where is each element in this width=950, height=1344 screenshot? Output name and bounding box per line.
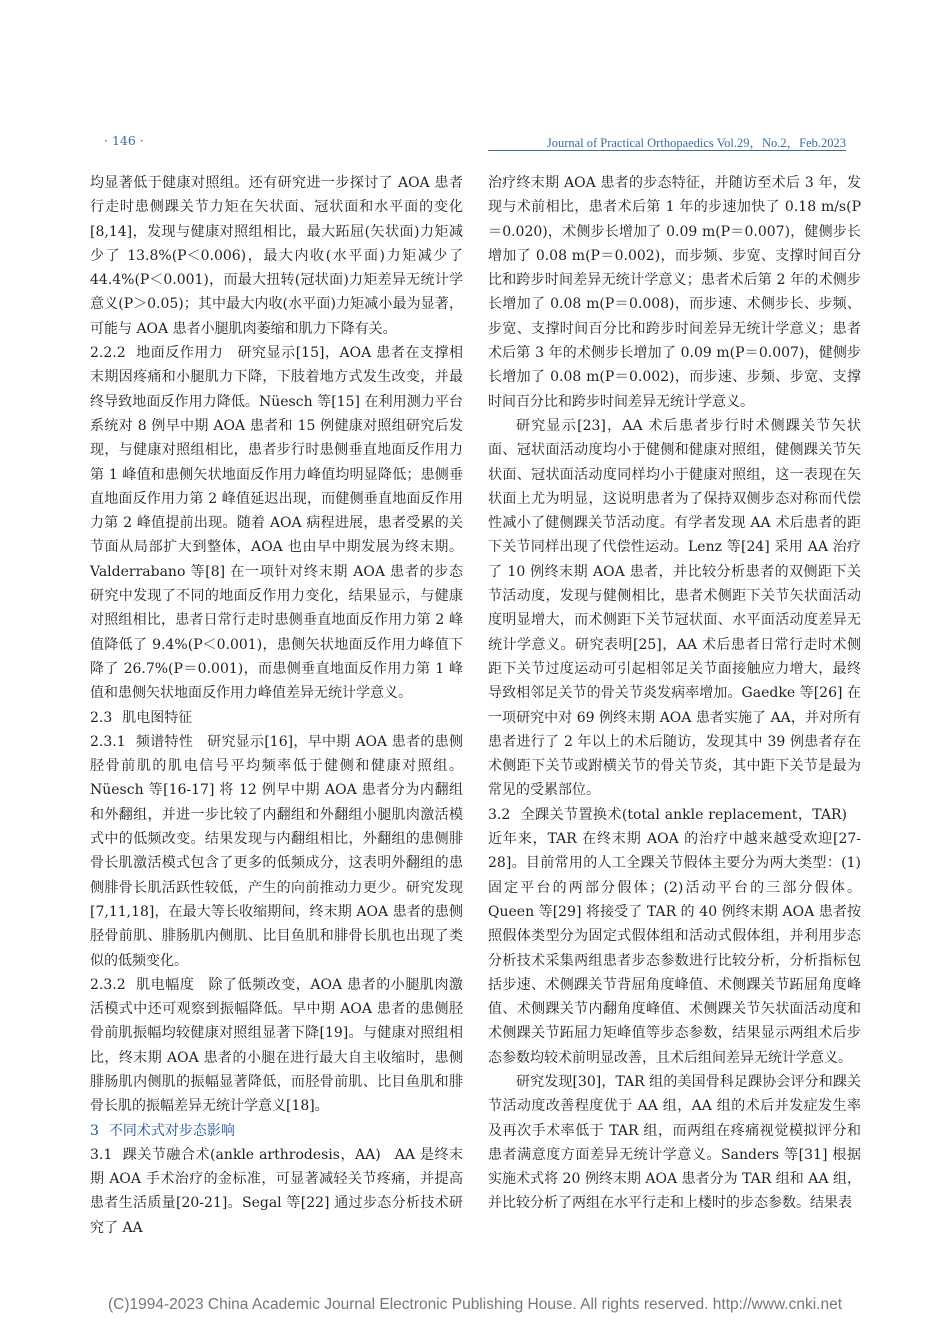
journal-citation: Journal of Practical Orthopaedics Vol.29，No.2，Feb.2023 — [546, 136, 846, 150]
section-title: 踝关节融合术(ankle arthrodesis，AA) — [122, 1146, 381, 1163]
section-number: 3.1 — [90, 1146, 113, 1163]
section-number: 2.3.2 — [90, 976, 126, 993]
subsection-3-2 — [488, 803, 861, 1070]
left-column — [90, 171, 463, 1240]
section-title: 全踝关节置换术(total ankle replacement，TAR) — [520, 806, 847, 823]
paragraph: 均显著低于健康对照组。还有研究进一步探讨了 AOA 患者行走时患侧踝关节力矩在矢状面、冠状面和水平面的变化[8,14]，发现与健康对照组相比，最大跖屈(矢状面)力矩减少了 13.8%(P＜0.006)，最大内收(水平面)力矩减少了 44.4%(P＜0.001)，而最大扭转(冠状面)力矩差异无统计学意义(P＞0.05)；其中最大内收(水平面)力矩减小最为显著，可能与 AOA 患者小腿肌肉萎缩和肌力下降有关。 — [90, 175, 463, 337]
subsection-2-3-2 — [90, 973, 463, 1119]
paragraph: 研究显示[16]，早中期 AOA 患者的患侧胫骨前肌的肌电信号平均频率低于健侧和健康对照组。Nüesch 等[16-17] 将 12 例早中期 AOA 患者分为内翻组和外翻组，并进一步比较了内翻组和外翻组小腿肌肉激活模式中的低频改变。结果发现与内翻组相比，外翻组的患侧腓骨长肌激活模式包含了更多的低频成分，这表明外翻组的患侧腓骨长肌活跃性较低，产生的向前推动力更少。研究发现[7,11,18]，在最大等长收缩期间，终末期 AOA 患者的患侧胫骨前肌、腓肠肌内侧肌、比目鱼肌和腓骨长肌也出现了类似的低频变化。 — [90, 733, 464, 969]
page-number: · 146 · — [104, 133, 144, 148]
section-number: 2.3 — [90, 709, 113, 726]
section-number: 2.3.1 — [90, 733, 126, 750]
paragraph: 治疗终末期 AOA 患者的步态特征，并随访至术后 3 年，发现与术前相比，患者术后第 1 年的步速加快了 0.18 m/s(P＝0.020)，术侧步长增加了 0.09 m(P＝0.007)，健侧步长增加了 0.08 m(P＝0.002)，而步频、步宽、支撑时间百分比和跨步时间差异无统计学意义；患者术后第 2 年的术侧步长增加了 0.08 m(P＝0.008)，而步速、术侧步长、步频、步宽、支撑时间百分比和跨步时间差异无统计学意义；患者术后第 3 年的术侧步长增加了 0.09 m(P＝0.007)，健侧步长增加了 0.08 m(P＝0.002)，而步速、步频、步宽、支撑时间百分比和跨步时间差异无统计学意义。 — [488, 175, 861, 410]
header-rule — [488, 150, 846, 151]
section-heading-3 — [90, 1119, 463, 1143]
section-title: 地面反作用力 — [135, 345, 224, 362]
paragraph: 除了低频改变，AOA 患者的小腿肌肉激活模式中还可观察到振幅降低。早中期 AOA 患者的患侧胫骨前肌振幅均较健康对照组显著下降[19]。与健康对照组相比，终末期 AOA 患者的小腿在进行最大自主收缩时，患侧腓肠肌内侧肌的振幅显著降低，而胫骨前肌、比目鱼肌和腓骨长肌的振幅差异无统计学意义[18]。 — [90, 976, 463, 1115]
copyright-footer: (C)1994-2023 China Academic Journal Electronic Publishing House. All rights reserved. http://www.cnki.net — [107, 1296, 843, 1313]
right-column — [488, 171, 861, 1216]
section-number: 2.2.2 — [90, 345, 126, 362]
section-title: 肌电图特征 — [122, 709, 193, 726]
section-number: 3.2 — [488, 806, 511, 823]
running-header — [0, 128, 950, 152]
section-heading-2-3 — [90, 706, 463, 730]
section-title: 不同术式对步态影响 — [108, 1122, 235, 1139]
subsection-3-1 — [90, 1143, 463, 1240]
paragraph: 研究显示[23]，AA 术后患者步行时术侧踝关节矢状面、冠状面活动度均小于健侧和健康对照组，健侧踝关节矢状面、冠状面活动度同样均小于健康对照组，这一表现在矢状面上尤为明显，这说明患者为了保持双侧步态对称而代偿性减小了健侧踝关节活动度。有学者发现 AA 术后患者的距下关节同样出现了代偿性运动。Lenz 等[24] 采用 AA 治疗了 10 例终末期 AOA 患者，并比较分析患者的双侧距下关节活动度，发现与健侧相比，患者术侧距下关节矢状面活动度明显增大，而术侧距下关节冠状面、水平面活动度差异无统计学意义。研究表明[25]，AA 术后患者日常行走时术侧距下关节过度运动可引起相邻足关节面接触应力增大，最终导致相邻足关节的骨关节炎发病率增加。Gaedke 等[26] 在一项研究中对 69 例终末期 AOA 患者实施了 AA，并对所有患者进行了 2 年以上的术后随访，发现其中 39 例患者存在术侧距下关节或跗横关节的骨关节炎，其中距下关节是最为常见的受累部位。 — [488, 417, 861, 799]
paragraph: 研究发现[30]，TAR 组的美国骨科足踝协会评分和踝关节活动度改善程度优于 AA 组，AA 组的术后并发症发生率及再次手术率低于 TAR 组，而两组在疼痛视觉模拟评分和患者满意度方面差异无统计学意义。Sanders 等[31] 根据实施术式将 20 例终末期 AOA 患者分为 TAR 组和 AA 组，并比较分析了两组在水平行走和上楼时的步态参数。结果表 — [488, 1073, 861, 1212]
paragraph: AA 是终末期 AOA 手术治疗的金标准，可显著减轻关节疼痛，并提高患者生活质量[20-21]。Segal 等[22] 通过步态分析技术研究了 AA — [90, 1146, 463, 1236]
paragraph: 研究显示[15]，AOA 患者在支撑相末期因疼痛和小腿肌力下降，下肢着地方式发生改变，并最终导致地面反作用力降低。Nüesch 等[15] 在利用测力平台系统对 8 例早中期 AOA 患者和 15 例健康对照组研究后发现，与健康对照组相比，患者步行时患侧垂直地面反作用力第 1 峰值和患侧矢状地面反作用力峰值均明显降低；患侧垂直地面反作用力第 2 峰值延迟出现，而健侧垂直地面反作用力第 2 峰值提前出现。随着 AOA 病程进展，患者受累的关节面从局部扩大到整体，AOA 也由早中期发展为终末期。Valderrabano 等[8] 在一项针对终末期 AOA 患者的步态研究中发现了不同的地面反作用力变化，结果显示，与健康对照组相比，患者日常行走时患侧垂直地面反作用力第 2 峰值降低了 9.4%(P＜0.001)，患侧矢状地面反作用力峰值下降了 26.7%(P＝0.001)，而患侧垂直地面反作用力第 1 峰值和患侧矢状地面反作用力峰值差异无统计学意义。 — [90, 345, 464, 702]
subsection-2-3-1 — [90, 730, 463, 973]
paragraph: 近年来，TAR 在终末期 AOA 的治疗中越来越受欢迎[27-28]。目前常用的人工全踝关节假体主要分为两大类型：(1)固定平台的两部分假体；(2)活动平台的三部分假体。Queen 等[29] 将接受了 TAR 的 40 例终末期 AOA 患者按照假体类型分为固定式假体组和活动式假体组，并利用步态分析技术采集两组患者步态参数进行比较分析，分析指标包括步速、术侧踝关节背屈角度峰值、术侧踝关节跖屈角度峰值、术侧踝关节内翻角度峰值、术侧踝关节矢状面活动度和术侧踝关节跖屈力矩峰值等步态参数，结果显示两组术后步态参数均较术前明显改善，且术后组间差异无统计学意义。 — [488, 831, 861, 1066]
section-number: 3 — [90, 1122, 99, 1139]
section-title: 肌电幅度 — [135, 976, 195, 993]
section-title: 频谱特性 — [135, 733, 194, 750]
subsection-2-2-2 — [90, 341, 463, 705]
